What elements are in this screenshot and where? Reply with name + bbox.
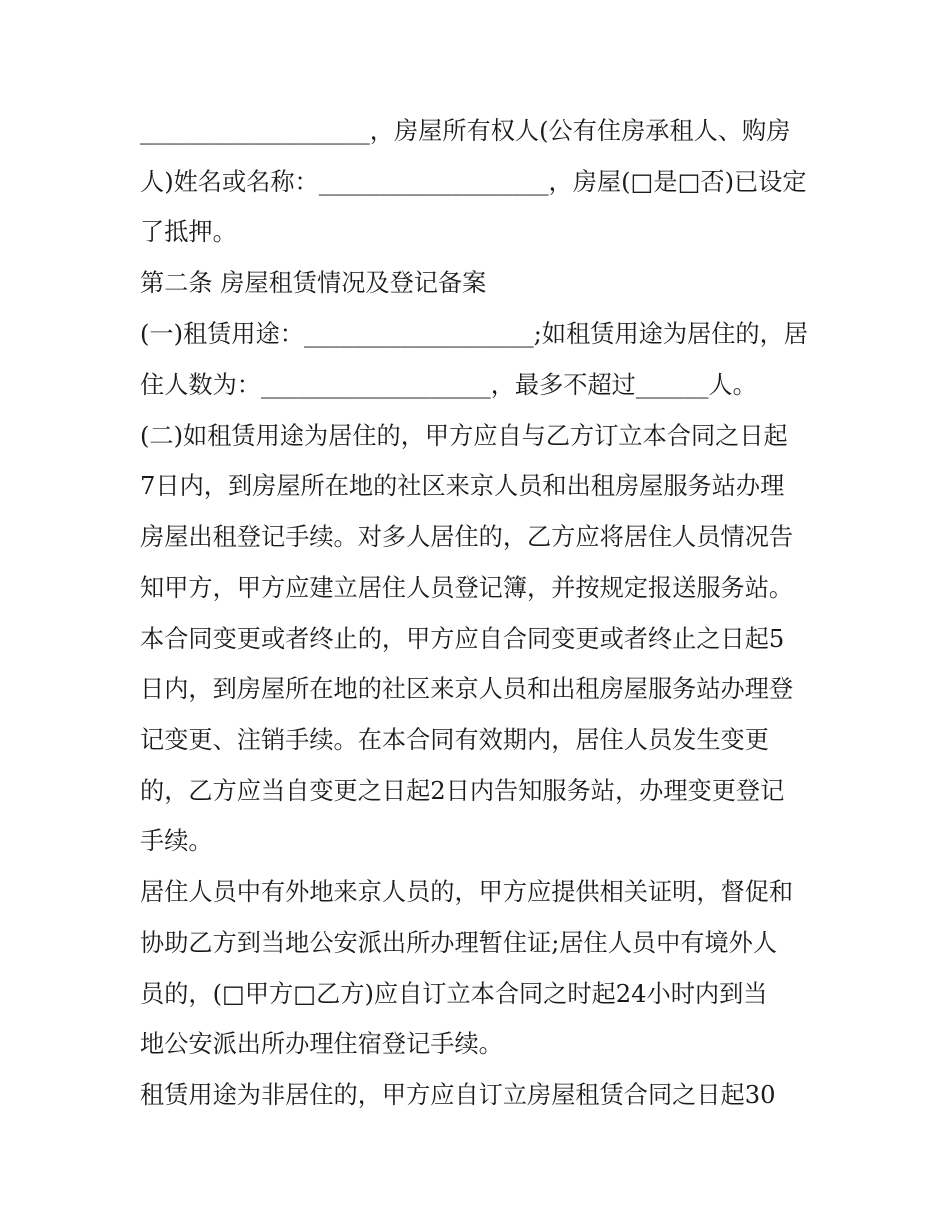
text-line: 日内，到房屋所在地的社区来京人员和出租房屋服务站办理登 [140, 675, 794, 703]
text-line: 的，乙方应当自变更之日起2日内告知服务站，办理变更登记 [140, 777, 785, 805]
text-line: (一)租赁用途：___________________;如租赁用途为居住的，居 [140, 320, 808, 348]
text-line: 房屋出租登记手续。对多人居住的，乙方应将居住人员情况告 [140, 523, 794, 551]
text-line: 了抵押。 [140, 218, 237, 246]
text-line: 7日内，到房屋所在地的社区来京人员和出租房屋服务站办理 [140, 472, 785, 500]
text-line: 知甲方，甲方应建立居住人员登记簿，并按规定报送服务站。 [140, 574, 794, 602]
text-line: ___________________，房屋所有权人(公有住房承租人、购房 [140, 117, 791, 145]
text-line: 本合同变更或者终止的，甲方应自合同变更或者终止之日起5 [140, 625, 785, 653]
text-line: 人)姓名或名称：___________________，房屋(□是□否)已设定 [140, 168, 807, 196]
text-line: 居住人员中有外地来京人员的，甲方应提供相关证明，督促和 [140, 878, 794, 906]
text-line: 记变更、注销手续。在本合同有效期内，居住人员发生变更 [140, 726, 769, 754]
text-line: 地公安派出所办理住宿登记手续。 [140, 1030, 503, 1058]
text-line: (二)如租赁用途为居住的，甲方应自与乙方订立本合同之日起 [140, 422, 788, 450]
text-line: 住人数为：___________________，最多不超过______人。 [140, 371, 757, 399]
section-heading: 第二条 房屋租赁情况及登记备案 [140, 269, 487, 297]
text-line: 协助乙方到当地公安派出所办理暂住证;居住人员中有境外人 [140, 929, 778, 957]
text-line: 员的，(□甲方□乙方)应自订立本合同之时起24小时内到当 [140, 980, 768, 1008]
text-line: 租赁用途为非居住的，甲方应自订立房屋租赁合同之日起30 [140, 1081, 776, 1109]
text-line: 手续。 [140, 827, 213, 855]
